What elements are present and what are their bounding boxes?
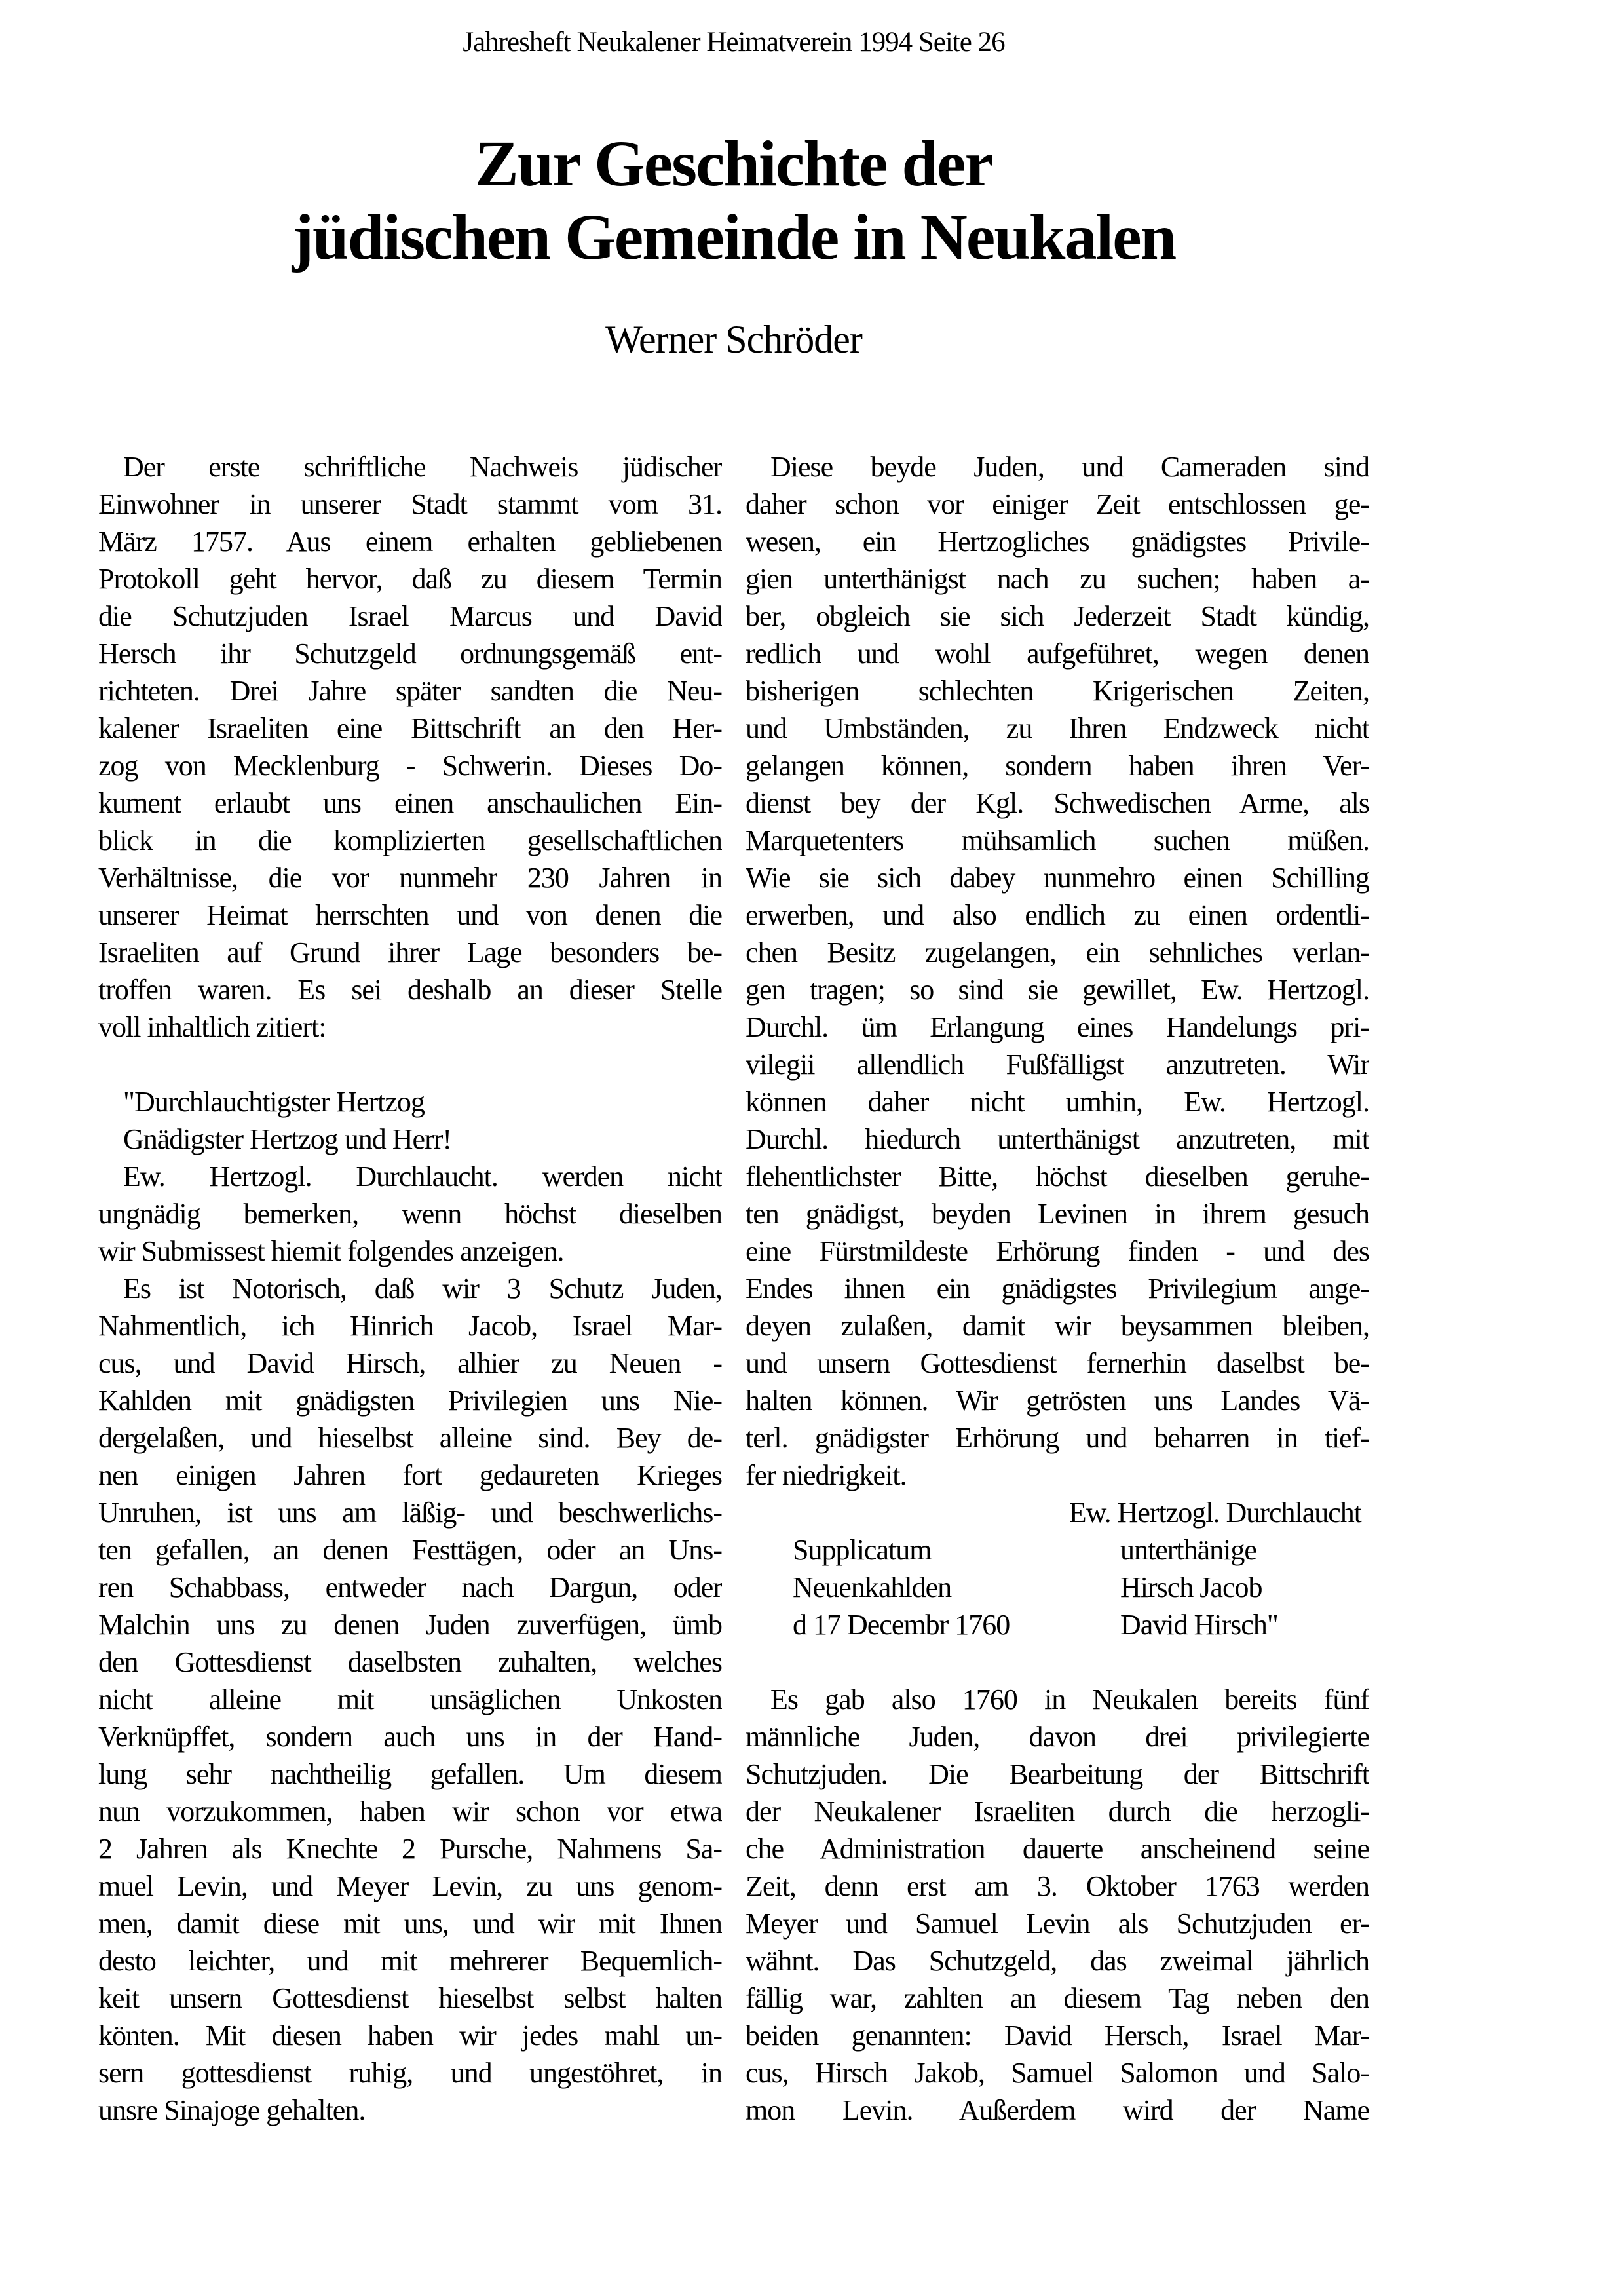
signature-left: d 17 Decembr 1760 <box>793 1609 1010 1641</box>
text-line: che Administration dauerte anscheinend seine <box>746 1833 1369 1865</box>
author-byline: Werner Schröder <box>605 318 862 361</box>
text-line: wähnt. Das Schutzgeld, das zweimal jährlich <box>746 1945 1369 1977</box>
text-line: cus, Hirsch Jakob, Samuel Salomon und Salo- <box>746 2057 1369 2089</box>
text-line: Unruhen, ist uns am läßig- und beschwerlichs- <box>98 1497 722 1529</box>
text-line: kalener Israeliten eine Bittschrift an den Her- <box>98 712 722 744</box>
text-line: halten können. Wir getrösten uns Landes Vä- <box>746 1385 1369 1417</box>
title-line-1: Zur Geschichte der <box>475 127 992 200</box>
text-line: zog von Mecklenburg - Schwerin. Dieses Do- <box>98 750 722 782</box>
signature-row <box>746 1606 1369 1643</box>
signature-row <box>746 1569 1369 1606</box>
text-line: keit unsern Gottesdienst hieselbst selbst halten <box>98 1982 722 2014</box>
text-line: wesen, ein Hertzogliches gnädigstes Privile- <box>746 526 1369 558</box>
text-block <box>98 0 1369 2129</box>
text-line: Nahmentlich, ich Hinrich Jacob, Israel Mar- <box>98 1310 722 1342</box>
text-line: Durchl. üm Erlangung eines Handelungs pri- <box>746 1011 1369 1043</box>
blank-line <box>746 1643 1369 1681</box>
text-line: terl. gnädigster Erhörung und beharren in tief- <box>746 1422 1369 1454</box>
text-line: flehentlichster Bitte, höchst dieselben geruhe- <box>746 1160 1369 1193</box>
text-line: die Schutzjuden Israel Marcus und David <box>98 600 722 632</box>
text-line: Malchin uns zu denen Juden zuverfügen, ümb <box>98 1609 722 1641</box>
text-line: Schutzjuden. Die Bearbeitung der Bittschrift <box>746 1758 1369 1790</box>
text-line: 2 Jahren als Knechte 2 Pursche, Nahmens Sa- <box>98 1833 722 1865</box>
signature-left: Supplicatum <box>793 1534 932 1566</box>
text-line: fer niedrigkeit. <box>746 1459 907 1491</box>
blank-line <box>98 1046 722 1083</box>
text-line: muel Levin, und Meyer Levin, zu uns genom- <box>98 1870 722 1902</box>
text-line: cus, und David Hirsch, alhier zu Neuen - <box>98 1347 722 1379</box>
text-line: der Neukalener Israeliten durch die herzogli- <box>746 1795 1369 1827</box>
text-line: Verknüpffet, sondern auch uns in der Hand- <box>98 1721 722 1753</box>
page-title <box>98 127 1369 274</box>
text-line: erwerben, und also endlich zu einen ordentli- <box>746 899 1369 931</box>
text-line: Israeliten auf Grund ihrer Lage besonders be- <box>98 936 722 968</box>
signature-right: unterthänige <box>1120 1534 1256 1566</box>
two-column-body <box>98 448 1369 2129</box>
text-line: lung sehr nachtheilig gefallen. Um diesem <box>98 1758 722 1790</box>
column-right <box>746 448 1369 2129</box>
text-line: Es ist Notorisch, daß wir 3 Schutz Juden, <box>123 1272 722 1305</box>
text-line: Endes ihnen ein gnädigstes Privilegium ange- <box>746 1272 1369 1305</box>
text-line: nen einigen Jahren fort gedaureten Krieges <box>98 1459 722 1491</box>
text-line: ber, obgleich sie sich Jederzeit Stadt kündig, <box>746 600 1369 632</box>
text-line: beiden genannten: David Hersch, Israel Mar- <box>746 2019 1369 2052</box>
text-line: unsre Sinajoge gehalten. <box>98 2094 366 2126</box>
signature-right: Hirsch Jacob <box>1120 1571 1262 1603</box>
text-line: männliche Juden, davon drei privilegierte <box>746 1721 1369 1753</box>
text-line: Zeit, denn erst am 3. Oktober 1763 werden <box>746 1870 1369 1902</box>
text-line: richteten. Drei Jahre später sandten die Neu- <box>98 675 722 707</box>
text-line: fällig war, zahlten an diesem Tag neben den <box>746 1982 1369 2014</box>
text-line: Ew. Hertzogl. Durchlaucht. werden nicht <box>123 1160 722 1193</box>
text-line: ren Schabbass, entweder nach Dargun, oder <box>98 1571 722 1603</box>
text-line: Ew. Hertzogl. Durchlaucht <box>1068 1497 1361 1529</box>
text-line: Es gab also 1760 in Neukalen bereits fünf <box>770 1683 1369 1715</box>
text-line: sern gottesdienst ruhig, und ungestöhret, in <box>98 2057 722 2089</box>
text-line: desto leichter, und mit mehrerer Bequemlich- <box>98 1945 722 1977</box>
text-line: Kahlden mit gnädigsten Privilegien uns Nie- <box>98 1385 722 1417</box>
text-line: ungnädig bemerken, wenn höchst dieselben <box>98 1198 722 1230</box>
text-line: daher schon vor einiger Zeit entschlossen ge- <box>746 488 1369 520</box>
text-line: März 1757. Aus einem erhalten gebliebenen <box>98 526 722 558</box>
running-header: Jahresheft Neukalener Heimatverein 1994 Seite 26 <box>463 27 1005 58</box>
text-line: mon Levin. Außerdem wird der Name <box>746 2094 1369 2126</box>
text-line: Verhältnisse, die vor nunmehr 230 Jahren in <box>98 862 722 894</box>
text-line: nun vorzukommen, haben wir schon vor etwa <box>98 1795 722 1827</box>
text-line: Meyer und Samuel Levin als Schutzjuden er- <box>746 1907 1369 1940</box>
text-line: Diese beyde Juden, und Cameraden sind <box>770 451 1369 483</box>
text-line: wir Submissest hiemit folgendes anzeigen. <box>98 1235 564 1267</box>
text-line: unserer Heimat herrschten und von denen die <box>98 899 722 931</box>
text-line: voll inhaltlich zitiert: <box>98 1011 326 1043</box>
text-line: vilegii allendlich Fußfälligst anzutreten. Wir <box>746 1048 1369 1081</box>
column-left <box>98 448 722 2129</box>
text-line: Wie sie sich dabey nunmehro einen Schilling <box>746 862 1369 894</box>
text-line: gen tragen; so sind sie gewillet, Ew. Hertzogl. <box>746 974 1369 1006</box>
text-line: redlich und wohl aufgeführet, wegen denen <box>746 638 1369 670</box>
text-line: kument erlaubt uns einen anschaulichen Ein- <box>98 787 722 819</box>
text-line: Protokoll geht hervor, daß zu diesem Termin <box>98 563 722 595</box>
text-line: Durchl. hiedurch unterthänigst anzutreten, mit <box>746 1123 1369 1155</box>
text-line: könten. Mit diesen haben wir jedes mahl un- <box>98 2019 722 2052</box>
text-line: "Durchlauchtigster Hertzog <box>123 1086 425 1118</box>
text-line: ten gnädigst, beyden Levinen in ihrem gesuch <box>746 1198 1369 1230</box>
text-line: Der erste schriftliche Nachweis jüdischer <box>123 451 722 483</box>
text-line: den Gottesdienst daselbsten zuhalten, welches <box>98 1646 722 1678</box>
text-line: blick in die komplizierten gesellschaftlichen <box>98 824 722 856</box>
signature-row <box>746 1531 1369 1569</box>
text-line: Einwohner in unserer Stadt stammt vom 31. <box>98 488 722 520</box>
text-line: chen Besitz zugelangen, ein sehnliches verlan- <box>746 936 1369 968</box>
text-line: gien unterthänigst nach zu suchen; haben a- <box>746 563 1369 595</box>
title-line-2: jüdischen Gemeinde in Neukalen <box>292 201 1176 273</box>
text-line: bisherigen schlechten Krigerischen Zeiten, <box>746 675 1369 707</box>
text-line: ten gefallen, an denen Festtägen, oder an Uns- <box>98 1534 722 1566</box>
signature-right: David Hirsch" <box>1120 1609 1278 1641</box>
text-line: Marquetenters mühsamlich suchen müßen. <box>746 824 1369 856</box>
text-line: können daher nicht umhin, Ew. Hertzogl. <box>746 1086 1369 1118</box>
text-line: men, damit diese mit uns, und wir mit Ihnen <box>98 1907 722 1940</box>
text-line: dienst bey der Kgl. Schwedischen Arme, als <box>746 787 1369 819</box>
text-line: eine Fürstmildeste Erhörung finden - und des <box>746 1235 1369 1267</box>
text-line: dergelaßen, und hieselbst alleine sind. Bey de- <box>98 1422 722 1454</box>
text-line: und unsern Gottesdienst fernerhin daselbst be- <box>746 1347 1369 1379</box>
text-line: Hersch ihr Schutzgeld ordnungsgemäß ent- <box>98 638 722 670</box>
text-line: deyen zulaßen, damit wir beysammen bleiben, <box>746 1310 1369 1342</box>
text-line: nicht alleine mit unsäglichen Unkosten <box>98 1683 722 1715</box>
text-line: troffen waren. Es sei deshalb an dieser Stelle <box>98 974 722 1006</box>
text-line: gelangen können, sondern haben ihren Ver- <box>746 750 1369 782</box>
text-line: und Umbständen, zu Ihren Endzweck nicht <box>746 712 1369 744</box>
text-line: Gnädigster Hertzog und Herr! <box>123 1123 452 1155</box>
signature-left: Neuenkahlden <box>793 1571 952 1603</box>
